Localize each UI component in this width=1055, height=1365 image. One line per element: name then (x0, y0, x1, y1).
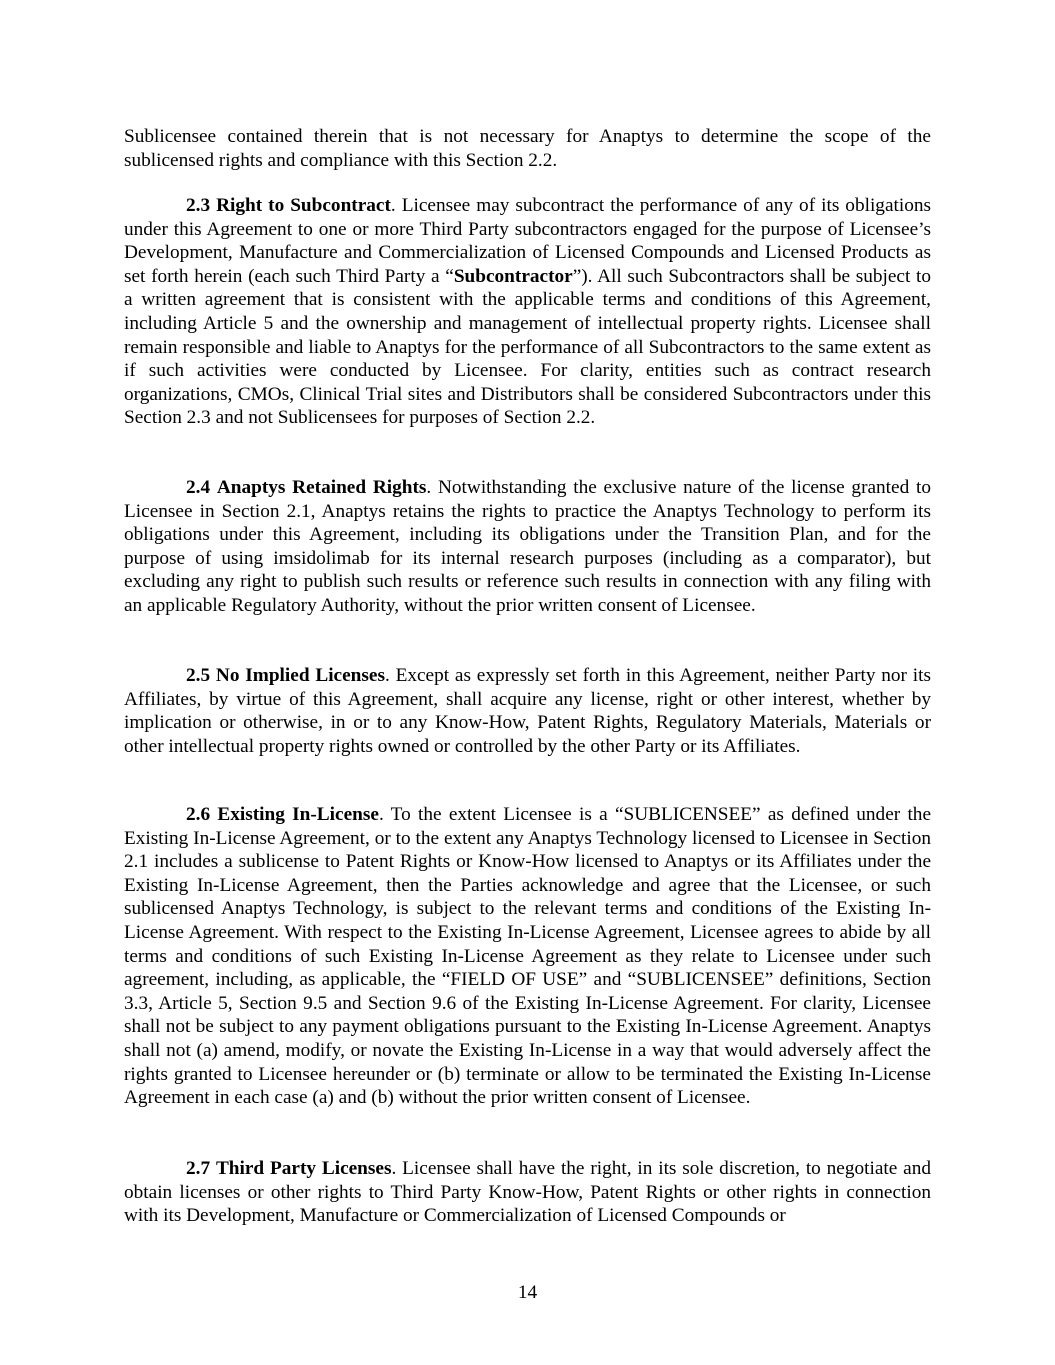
continuation-paragraph (124, 125, 931, 172)
section-title: Right to Subcontract (216, 195, 391, 216)
section-2-3-text-before-term: . Licensee may subcontract the performance of any of its obligations under this Agreement to one or more Third Party subcontractors engaged for the purpose of Licensee’s Development, Manufacture and Commercialization of Licensed Compounds and Licensed Products as set forth herein (each such Third Party a “ (124, 195, 931, 287)
section-2-5-text: . Except as expressly set forth in this Agreement, neither Party nor its Affiliates, by virtue of this Agreement, shall acquire any license, right or other interest, whether by implication or otherwise, in or to any Know-How, Patent Rights, Regulatory Materials, Materials or other intellectual property rights owned or controlled by the other Party or its Affiliates. (124, 665, 931, 757)
section-2-7-heading (186, 1158, 391, 1179)
section-2-5-paragraph (124, 664, 931, 758)
section-number: 2.3 (186, 195, 211, 216)
subcontractor-defined-term: Subcontractor (453, 265, 573, 287)
section-title: Anaptys Retained Rights (216, 477, 427, 498)
section-2-6-text: . To the extent Licensee is a “SUBLICENSEE” as defined under the Existing In-License Agreement, or to the extent any Anaptys Technology licensed to Licensee in Section 2.1 includes a sublicense to Patent Rights or Know-How licensed to Anaptys or its Affiliates under the Existing In-License Agreement, then the Parties acknowledge and agree that the Licensee, or such sublicensed Anaptys Technology, is subject to the relevant terms and conditions of the Existing In-License Agreement. With respect to the Existing In-License Agreement, Licensee agrees to abide by all terms and conditions of such Existing In-License Agreement as they relate to Licensee under such agreement, including, as applicable, the “FIELD OF USE” and “SUBLICENSEE” definitions, Section 3.3, Article 5, Section 9.5 and Section 9.6 of the Existing In-License Agreement. For clarity, Licensee shall not be subject to any payment obligations pursuant to the Existing In-License Agreement. Anaptys shall not (a) amend, modify, or novate the Existing In-License in a way that would adversely affect the rights granted to Licensee hereunder or (b) terminate or allow to be terminated the Existing In-License Agreement in each case (a) and (b) without the prior written consent of Licensee. (124, 804, 932, 1109)
section-number: 2.7 (186, 1158, 211, 1179)
section-title: Existing In-License (217, 804, 379, 825)
page-number: 14 (517, 1282, 538, 1303)
section-2-4-paragraph (124, 476, 931, 618)
section-2-3-paragraph (124, 194, 931, 430)
section-number: 2.5 (186, 665, 211, 686)
section-2-6-heading (186, 804, 379, 825)
section-2-7-paragraph (124, 1157, 931, 1228)
section-2-4-heading (186, 477, 426, 498)
section-2-4-text: . Notwithstanding the exclusive nature of the license granted to Licensee in Section 2.1, Anaptys retains the rights to practice the Anaptys Technology to perform its obligations under this Agreement, including its obligations under the Transition Plan, and for the purpose of using imsidolimab for its internal research purposes (including as a comparator), but excluding any right to publish such results or reference such results in connection with any filing with an applicable Regulatory Authority, without the prior written consent of Licensee. (124, 477, 931, 616)
section-2-7-text: . Licensee shall have the right, in its sole discretion, to negotiate and obtain licenses or other rights to Third Party Know-How, Patent Rights or other rights in connection with its Development, Manufacture or Commercialization of Licensed Compounds or (124, 1158, 931, 1227)
section-2-5-heading (186, 665, 385, 686)
section-title: Third Party Licenses (215, 1158, 392, 1179)
section-title: No Implied Licenses (215, 665, 385, 686)
section-2-3-text-after-term: ”). All such Subcontractors shall be subject to a written agreement that is consistent with the applicable terms and conditions of this Agreement, including Article 5 and the ownership and management of intellectual property rights. Licensee shall remain responsible and liable to Anaptys for the performance of all Subcontractors to the same extent as if such activities were conducted by Licensee. For clarity, entities such as contract research organizations, CMOs, Clinical Trial sites and Distributors shall be considered Subcontractors under this Section 2.3 and not Sublicensees for purposes of Section 2.2. (124, 265, 931, 429)
section-2-6-paragraph (124, 803, 931, 1110)
section-number: 2.6 (186, 804, 211, 825)
section-number: 2.4 (186, 477, 211, 498)
continuation-text: Sublicensee contained therein that is not necessary for Anaptys to determine the scope of the sublicensed rights and compliance with this Section 2.2. (124, 126, 931, 171)
section-2-3-heading (186, 195, 391, 216)
